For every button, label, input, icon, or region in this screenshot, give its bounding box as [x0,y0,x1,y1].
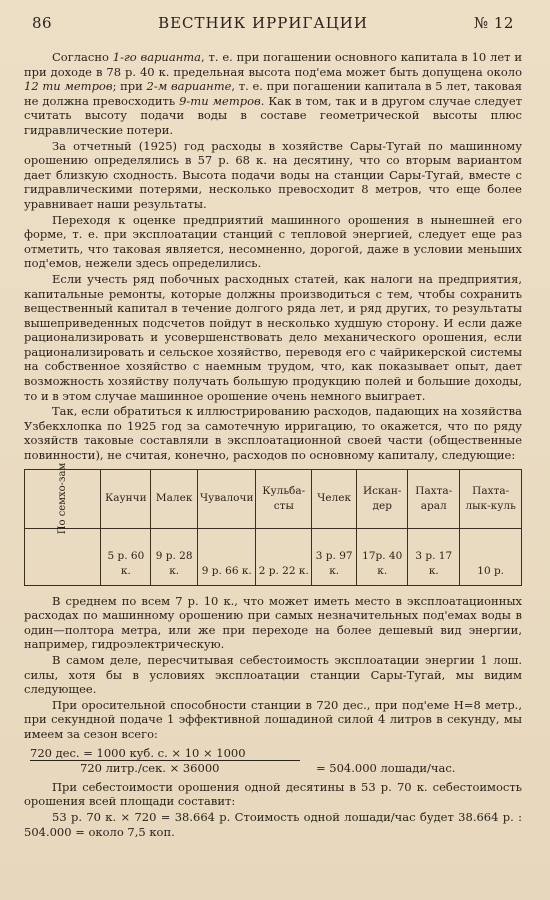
horsepower-formula [24,746,522,776]
table-header-cell: Кульба-сты [256,469,312,528]
costs-table [24,462,522,586]
formula-numerator: 720 дес. = 1000 куб. с. × 10 × 1000 [30,745,246,760]
journal-title: ВЕСТНИК ИРРИГАЦИИ [158,14,368,32]
paragraph: Согласно 1-го варианта, т. е. при погашении основного капитала в 10 лет и при доходе в 78 р. 40 к. предельная высота под'ема может быть допущена около 12 ти метров; при 2-м варианте, т. е. при погашении капитала в 5 лет, таковая не должна превосходить 9-ти метров. Как в том, так и в другом случае следует считать высоту подачи воды в составе геометрической высоты плюс гидравлические потери. [24,50,522,137]
paragraph: При себестоимости орошения одной десятины в 53 р. 70 к. себестоимость орошения всей площади составит: [24,779,522,809]
paragraph: В самом деле, пересчитывая себестоимость эксплоатации энергии 1 лош. силы, хотя бы в условиях эксплоатации станции Сары-Тугай, мы видим следующее. [24,653,522,697]
formula-denominator: 720 литр./сек. × 36000 [30,760,300,776]
table-cell: 3 р. 97 к. [312,528,357,585]
table-cell: 10 р. [460,528,522,585]
table-header-row [25,469,522,528]
table-header-cell: Искан-дер [357,469,408,528]
table-header-cell: Челек [312,469,357,528]
table-cell: 17р. 40 к. [357,528,408,585]
table-header-cell: Пахта-арал [408,469,460,528]
table-cell: 2 р. 22 к. [256,528,312,585]
paragraph: Если учесть ряд побочных расходных статей, как налоги на предприятия, капитальные ремонты, которые должны производиться с тем, чтобы сохранить вещественный капитал в течение долгого ряда лет, и ряд других, то результаты вышеприведенных подсчетов пойдут в несколько худшую сторону. И если даже рационализировать и усовершенствовать дело механического орошения, если рационализировать и сельское хозяйство, переводя его с чайрикерской системы на собственное хозяйство с наемным трудом, что, как показывает опыт, дает возможность хозяйству получать большую продукцию полей и большие доходы, то и в этом случае машинное орошение очень немного выиграет. [24,271,522,403]
paragraph: При оросительной способности станции в 720 дес., при под'еме H=8 метр., при секундной подаче 1 эффективной лошадиной силой 4 литров в секунду, мы имеем за сезон всего: [24,697,522,741]
table-cell: 9 р. 28 к. [151,528,198,585]
formula-result: = 504.000 лошади/час. [316,760,456,775]
table-header-cell: Малек [151,469,198,528]
article-body [24,50,522,839]
table-cell: 5 р. 60 к. [101,528,151,585]
table-header-cell: Каунчи [101,469,151,528]
table-header-cell: Чувалочи [198,469,256,528]
table-header-cell: Пахта-лык-куль [460,469,522,528]
paragraph: 53 р. 70 к. × 720 = 38.664 р. Стоимость одной лошади/час будет 38.664 р. : 504.000 = около 7,5 коп. [24,809,522,839]
table-row [25,528,522,585]
running-header [32,14,514,32]
table-cell [25,528,101,585]
issue-number: № 12 [473,14,514,32]
paragraph: Так, если обратиться к иллюстрированию расходов, падающих на хозяйства Узбекхлопка по 1925 год за самотечную ирригацию, то окажется, что по ряду хозяйств таковые составляли в эксплоатационной своей части (общественные повинности), не считая, конечно, расходов по основному капиталу, следующие: [24,404,522,463]
paragraph: За отчетный (1925) год расходы в хозяйстве Сары-Тугай по машинному орошению определялись в 57 р. 68 к. на десятину, что со вторым вариантом дает близкую сходность. Высота подачи воды на станции Сары-Тугай, вместе с гидравлическими потерями, несколько превосходит 8 метров, что еще более уравнивает наши результаты. [24,138,522,211]
page-number: 86 [32,14,53,32]
table-cell: 3 р. 17 к. [408,528,460,585]
paragraph: Переходя к оценке предприятий машинного орошения в нынешней его форме, т. е. при эксплоатации станций с тепловой энергией, следует еще раз отметить, что таковая является, несомненно, дорогой, даже в условии меньших под'емов, нежели здесь определились. [24,212,522,271]
paragraph: В среднем по всем 7 р. 10 к., что может иметь место в эксплоатационных расходах по машинному орошению при самых незначительных под'емах воды в один—полтора метра, или же при переходе на более дешевый вид энергии, например, гидроэлектрическую. [24,593,522,652]
table-cell: 9 р. 66 к. [198,528,256,585]
table-header-cell: По семхо-зам [25,469,101,528]
